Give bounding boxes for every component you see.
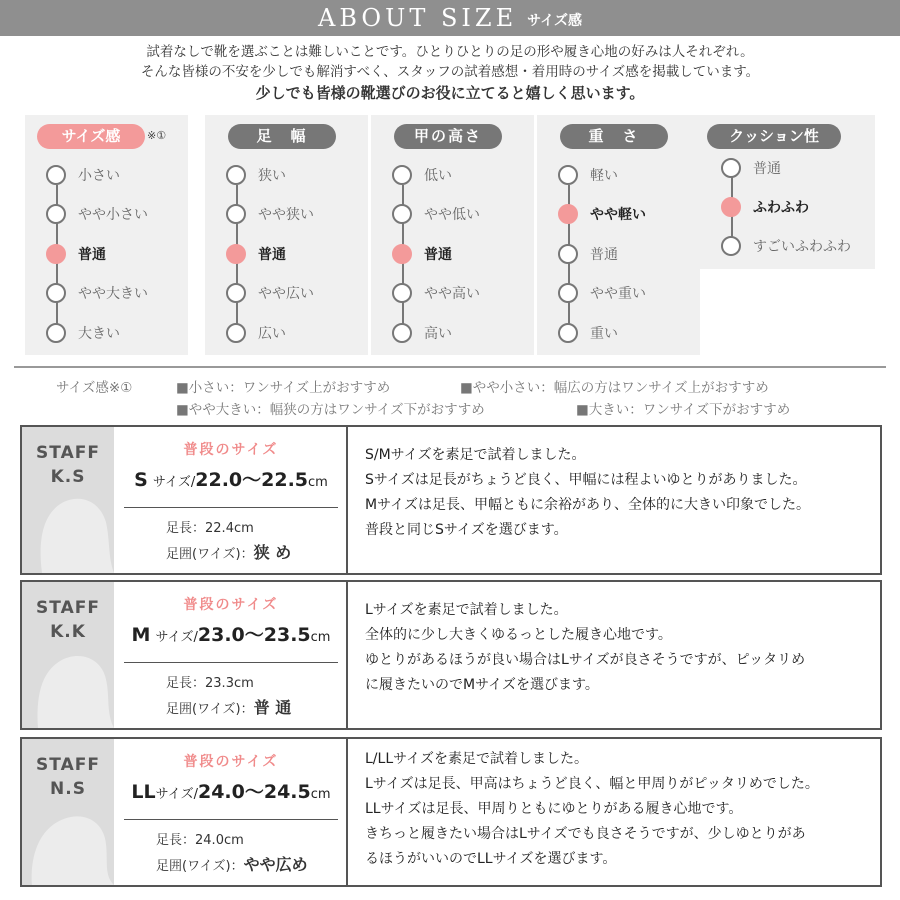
foot-width-label: 足囲(ワイズ)： xyxy=(156,859,244,874)
intro-line: 試着なしで靴を選ぶことは難しいことです。ひとりひとりの足の形や履き心地の好みは人それぞれ。 xyxy=(146,44,754,60)
radio-circle-icon xyxy=(721,236,741,256)
size-word: サイズ/ xyxy=(155,787,198,802)
radio-circle-icon xyxy=(46,204,66,224)
selected-dot-icon xyxy=(392,244,412,264)
staff-label: STAFF xyxy=(36,598,100,618)
staff-id xyxy=(22,596,114,644)
radio-circle-icon xyxy=(392,283,412,303)
scale-option xyxy=(558,282,646,304)
radio-circle-icon xyxy=(226,165,246,185)
size-letter: LL xyxy=(131,781,156,803)
scale-option xyxy=(392,164,452,186)
radio-circle-icon xyxy=(226,283,246,303)
scale-panel-foot-width xyxy=(205,115,368,355)
foot-length-value: 23.3cm xyxy=(205,676,254,691)
option-label: やや重い xyxy=(590,286,646,302)
scale-option xyxy=(46,282,148,304)
scale-panel-cushion xyxy=(700,115,875,269)
foot-length-label: 足長： xyxy=(156,833,196,848)
scale-option xyxy=(392,282,480,304)
scale-option xyxy=(721,157,781,179)
scale-option xyxy=(226,203,314,225)
option-label: 重い xyxy=(590,326,618,342)
comment-line: S/Mサイズを素足で試着しました。 xyxy=(365,447,586,463)
option-label: 狭い xyxy=(258,168,286,184)
size-unit: cm xyxy=(308,475,328,490)
size-range: 23.0〜23.5 xyxy=(197,624,311,646)
comment-line: Mサイズは足長、甲幅ともに余裕があり、全体的に大きい印象でした。 xyxy=(365,497,810,513)
comment-line: 全体的に少し大きくゆるっとした履き心地です。 xyxy=(365,627,672,643)
scale-option xyxy=(226,282,314,304)
radio-circle-icon xyxy=(46,165,66,185)
option-label: すごいふわふわ xyxy=(753,239,851,255)
option-label: 普通 xyxy=(258,247,286,263)
size-unit: cm xyxy=(310,787,331,802)
scale-title: 足 幅 xyxy=(228,124,336,149)
scale-option-selected xyxy=(721,196,809,218)
comment-line: LLサイズは足長、甲周りともにゆとりがある履き心地です。 xyxy=(365,801,743,817)
comment-line: に履きたいのでMサイズを選びます。 xyxy=(365,677,599,693)
separator xyxy=(124,507,338,508)
size-range: 22.0〜22.5 xyxy=(195,469,309,491)
scale-option-selected xyxy=(558,203,646,225)
radio-circle-icon xyxy=(558,323,578,343)
option-label: やや軽い xyxy=(590,207,646,223)
scale-panel-size-feel xyxy=(25,115,188,355)
radio-circle-icon xyxy=(558,165,578,185)
scale-option xyxy=(226,322,286,344)
selected-dot-icon xyxy=(558,204,578,224)
selected-dot-icon xyxy=(46,244,66,264)
scale-option xyxy=(226,164,286,186)
divider xyxy=(14,366,886,368)
foot-measurements xyxy=(166,672,291,722)
usual-size-label: 普段のサイズ xyxy=(183,442,279,458)
page-header xyxy=(0,0,900,36)
usual-size-label: 普段のサイズ xyxy=(183,597,279,613)
scale-option xyxy=(558,164,618,186)
comment-line: Lサイズは足長、甲高はちょうど良く、幅と甲周りがピッタリめでした。 xyxy=(365,776,819,792)
comment-line: Sサイズは足長がちょうど良く、甲幅には程よいゆとりがありました。 xyxy=(365,472,807,488)
option-label: やや狭い xyxy=(258,207,314,223)
usual-size xyxy=(114,465,348,492)
scale-option xyxy=(392,322,452,344)
option-label: やや大きい xyxy=(78,286,148,302)
foot-width-value: 普 通 xyxy=(253,698,292,717)
foot-width-value: 狭 め xyxy=(253,543,292,562)
foot-width-value: やや広め xyxy=(243,855,308,874)
scale-panel-weight xyxy=(537,115,700,355)
size-info xyxy=(114,739,348,885)
intro-text xyxy=(0,42,900,104)
radio-circle-icon xyxy=(721,158,741,178)
comment-line: るほうがいいのでLLサイズを選びます。 xyxy=(365,851,617,867)
header-subtitle: サイズ感 xyxy=(527,13,582,29)
size-info xyxy=(114,427,348,573)
staff-card xyxy=(20,580,882,730)
staff-card xyxy=(20,425,882,575)
option-label: やや低い xyxy=(424,207,480,223)
scale-option xyxy=(721,235,851,257)
staff-id xyxy=(22,441,114,489)
legend-item: ■やや大きい：幅狭の方はワンサイズ下がおすすめ xyxy=(176,402,485,418)
header-title: ABOUT SIZE xyxy=(318,4,518,32)
scale-title: 甲の高さ xyxy=(394,124,502,149)
staff-comment xyxy=(365,598,880,698)
radio-circle-icon xyxy=(46,323,66,343)
scale-option xyxy=(46,322,120,344)
comment-line: きちっと履きたい場合はLサイズでも良さそうですが、少しゆとりがあ xyxy=(365,826,806,842)
option-label: 普通 xyxy=(78,247,106,263)
scale-option xyxy=(558,322,618,344)
radio-circle-icon xyxy=(392,323,412,343)
comment-line: 普段と同じSサイズを選びます。 xyxy=(365,522,568,538)
foot-length-label: 足長： xyxy=(166,521,206,536)
scale-note: ※① xyxy=(147,129,167,142)
foot-length-label: 足長： xyxy=(166,676,206,691)
comment-line: ゆとりがあるほうが良い場合はLサイズが良さそうですが、ピッタリめ xyxy=(365,652,806,668)
size-word: サイズ/ xyxy=(155,630,198,645)
foot-measurements xyxy=(166,517,291,567)
option-label: やや広い xyxy=(258,286,314,302)
legend-label: サイズ感※① xyxy=(56,380,133,396)
size-unit: cm xyxy=(310,630,331,645)
option-label: やや小さい xyxy=(78,207,148,223)
size-letter: M xyxy=(131,624,151,646)
scale-option xyxy=(46,203,148,225)
scale-option xyxy=(392,203,480,225)
staff-badge xyxy=(22,582,114,728)
radio-circle-icon xyxy=(46,283,66,303)
size-info xyxy=(114,582,348,728)
foot-width-label: 足囲(ワイズ)： xyxy=(166,702,254,717)
staff-label: STAFF xyxy=(36,443,100,463)
size-range: 24.0〜24.5 xyxy=(197,781,311,803)
foot-length-value: 24.0cm xyxy=(195,833,244,848)
radio-circle-icon xyxy=(558,244,578,264)
selected-dot-icon xyxy=(226,244,246,264)
size-word: サイズ/ xyxy=(152,475,196,490)
staff-badge xyxy=(22,427,114,573)
staff-name: K.K xyxy=(50,622,86,642)
option-label: 大きい xyxy=(78,326,120,342)
option-label: 小さい xyxy=(78,168,120,184)
scale-option-selected xyxy=(392,243,452,265)
option-label: 低い xyxy=(424,168,452,184)
foot-measurements xyxy=(156,829,308,879)
scale-title: サイズ感 xyxy=(37,124,145,149)
comment-line: L/LLサイズを素足で試着しました。 xyxy=(365,751,588,767)
foot-width-label: 足囲(ワイズ)： xyxy=(166,547,254,562)
usual-size xyxy=(114,620,348,647)
usual-size xyxy=(114,777,348,804)
option-label: やや高い xyxy=(424,286,480,302)
selected-dot-icon xyxy=(721,197,741,217)
staff-comment xyxy=(365,747,880,872)
option-label: ふわふわ xyxy=(753,200,809,216)
legend-item: ■小さい：ワンサイズ上がおすすめ xyxy=(176,380,391,396)
staff-card xyxy=(20,737,882,887)
separator xyxy=(124,662,338,663)
size-letter: S xyxy=(134,469,148,491)
radio-circle-icon xyxy=(226,204,246,224)
scale-option xyxy=(46,164,120,186)
intro-line: 少しでも皆様の靴選びのお役に立てると嬉しく思います。 xyxy=(255,84,645,102)
staff-name: K.S xyxy=(50,467,86,487)
scale-option-selected xyxy=(226,243,286,265)
separator xyxy=(124,819,338,820)
scale-title: 重 さ xyxy=(560,124,668,149)
staff-name: N.S xyxy=(50,779,86,799)
scale-panel-instep-height xyxy=(371,115,534,355)
radio-circle-icon xyxy=(558,283,578,303)
radio-circle-icon xyxy=(392,204,412,224)
comment-line: Lサイズを素足で試着しました。 xyxy=(365,602,568,618)
staff-comment xyxy=(365,443,880,543)
staff-id xyxy=(22,753,114,801)
radio-circle-icon xyxy=(226,323,246,343)
scale-title: クッション性 xyxy=(707,124,841,149)
option-label: 普通 xyxy=(424,247,452,263)
legend-item: ■大きい：ワンサイズ下がおすすめ xyxy=(576,402,791,418)
option-label: 高い xyxy=(424,326,452,342)
legend-item: ■やや小さい：幅広の方はワンサイズ上がおすすめ xyxy=(460,380,769,396)
option-label: 普通 xyxy=(753,161,781,177)
option-label: 軽い xyxy=(590,168,618,184)
staff-label: STAFF xyxy=(36,755,100,775)
staff-badge xyxy=(22,739,114,885)
radio-circle-icon xyxy=(392,165,412,185)
foot-length-value: 22.4cm xyxy=(205,521,254,536)
scale-option-selected xyxy=(46,243,106,265)
usual-size-label: 普段のサイズ xyxy=(183,754,279,770)
scale-option xyxy=(558,243,618,265)
intro-line: そんな皆様の不安を少しでも解消すべく、スタッフの試着感想・着用時のサイズ感を掲載しています。 xyxy=(140,64,760,80)
option-label: 普通 xyxy=(590,247,618,263)
option-label: 広い xyxy=(258,326,286,342)
